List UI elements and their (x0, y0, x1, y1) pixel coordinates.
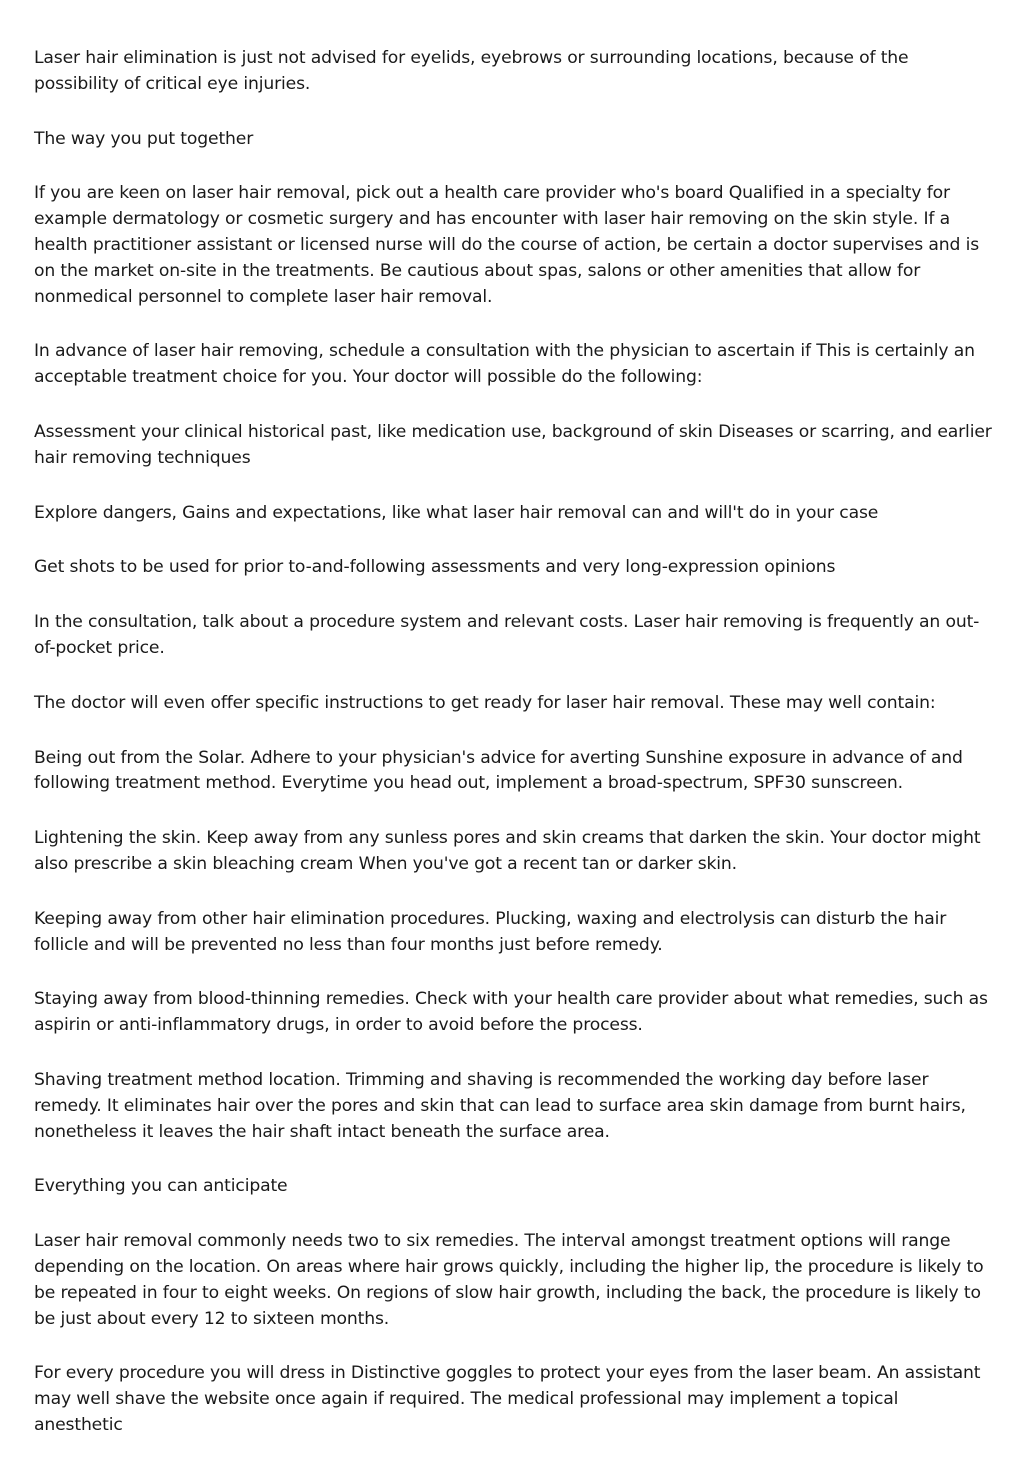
paragraph-avoid-sun: Being out from the Solar. Adhere to your physician's advice for averting Sunshine exposure in advance of and following treatment method. Everytime you head out, implement a broad-spectrum, SPF30 sunscreen. (34, 747, 963, 794)
paragraph-costs: In the consultation, talk about a procedure system and relevant costs. Laser hair removing is frequently an out-of-pocket price. (34, 612, 980, 658)
paragraph-lightening-skin: Lightening the skin. Keep away from any sunless pores and skin creams that darken the skin. Your doctor might also prescribe a skin bleaching cream When you've got a recent tan or darker skin. (34, 828, 981, 874)
paragraph-choose-provider: If you are keen on laser hair removal, pick out a health care provider who's board Qualified in a specialty for example dermatology or cosmetic surgery and has encounter with laser hair removing on the skin style. If a health practitioner assistant or licensed nurse will do the course of action, be certain a doctor supervises and is on the market on-site in the treatments. Be cautious about spas, salons or other amenities that allow for nonmedical personnel to complete laser hair removal. (34, 183, 980, 307)
paragraph-photos: Get shots to be used for prior to-and-following assessments and very long-expression opinions (34, 557, 836, 578)
paragraph-consultation: In advance of laser hair removing, schedule a consultation with the physician to ascertain if This is certainly an acceptable treatment choice for you. Your doctor will possible do the following: (34, 341, 975, 388)
document-page (34, 46, 992, 1468)
paragraph-shaving: Shaving treatment method location. Trimming and shaving is recommended the working day before laser remedy. It eliminates hair over the pores and skin that can lead to surface area skin damage from burnt hairs, nonetheless it leaves the hair shaft intact beneath the surface area. (34, 1069, 966, 1142)
section-heading-preparation: The way you put together (34, 128, 254, 149)
paragraph-eye-warning: Laser hair elimination is just not advised for eyelids, eyebrows or surrounding locations, because of the possibility of critical eye injuries. (34, 48, 909, 94)
paragraph-goggles: For every procedure you will dress in Distinctive goggles to protect your eyes from the laser beam. An assistant may well shave the website once again if required. The medical professional may implement a topical anesthetic (34, 1363, 981, 1435)
paragraph-avoid-other-removal: Keeping away from other hair elimination procedures. Plucking, waxing and electrolysis can disturb the hair follicle and will be prevented no less than four months just before remedy. (34, 908, 947, 955)
paragraph-discuss-risks: Explore dangers, Gains and expectations, like what laser hair removal can and will't do in your case (34, 502, 879, 523)
paragraph-blood-thinning: Staying away from blood-thinning remedies. Check with your health care provider about what remedies, such as aspirin or anti-inflammatory drugs, in order to avoid before the process. (34, 989, 988, 1036)
paragraph-review-history: Assessment your clinical historical past, like medication use, background of skin Diseases or scarring, and earlier hair removing techniques (34, 421, 992, 468)
paragraph-instructions: The doctor will even offer specific instructions to get ready for laser hair removal. These may well contain: (34, 692, 936, 713)
paragraph-number-of-treatments: Laser hair removal commonly needs two to six remedies. The interval amongst treatment options will range depending on the location. On areas where hair grows quickly, including the higher lip, the procedure is likely to be repeated in four to eight weeks. On regions of slow hair growth, including the back, the procedure is likely to be just about every 12 to sixteen months. (34, 1231, 984, 1329)
section-heading-expectations: Everything you can anticipate (34, 1176, 288, 1197)
